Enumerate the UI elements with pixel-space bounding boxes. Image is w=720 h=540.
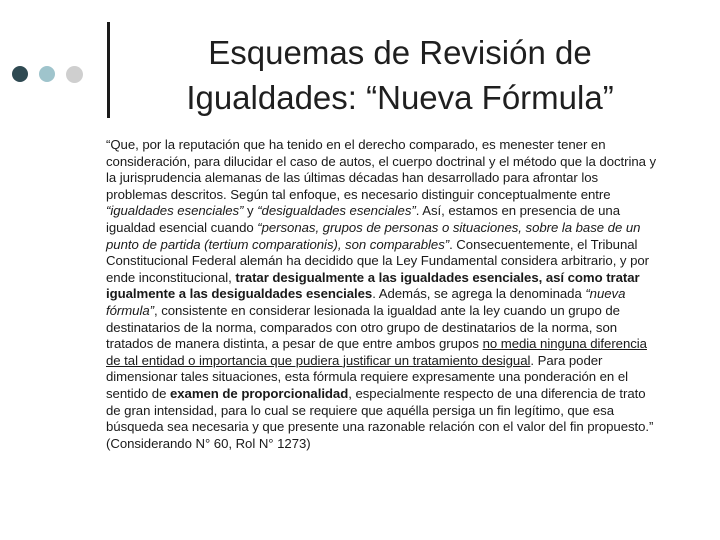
dot-teal-icon — [39, 66, 55, 82]
body-bold: tratar desigualmente a las igualdades esenciales, así como tratar igualmente a las desigualdades esenciales — [106, 269, 640, 302]
body-italic: “desigualdades esenciales” — [257, 203, 416, 219]
body-italic: “igualdades esenciales” — [106, 203, 244, 219]
title-divider-line — [107, 22, 110, 118]
body-text: . Así, estamos en presencia de una igualdad esencial cuando — [106, 203, 620, 235]
body-text: “Que, por la reputación que ha tenido en el derecho comparado, es menester tener en consideración, para dilucidar el caso de autos, el cuerpo doctrinal y el método que la doctrina y la jurisprudencia alemanas de las últimas décadas han desarrollado para afrontar los problemas descritos. Según tal enfoque, es necesario distinguir conceptualmente entre — [106, 137, 657, 202]
title-line-1: Esquemas de Revisión de — [208, 34, 592, 71]
body-text: . Además, se agrega la denominada — [372, 286, 586, 302]
body-text: . Consecuentemente, el Tribunal Constitucional Federal alemán ha decidido que la Ley Fundamental considera arbitrario, y por ende inconstitucional, — [106, 236, 649, 285]
slide-title — [120, 30, 680, 120]
body-text: y — [243, 203, 258, 219]
decorative-dots — [12, 66, 92, 84]
body-text: . Para poder dimensionar tales situaciones, esta fórmula requiere expresamente una ponderación en el sentido de — [106, 352, 628, 401]
dot-gray-icon — [66, 66, 83, 83]
body-bold: examen de proporcionalidad — [169, 385, 349, 401]
body-text: , consistente en considerar lesionada la igualdad ante la ley cuando un grupo de destinatarios de la norma, comparados con otro grupo de destinatarios de la norma, son tratados de manera distinta, a pesar de que entre ambos grupos — [106, 302, 620, 352]
dot-dark-icon — [12, 66, 28, 82]
body-text: , especialmente respecto de una diferencia de trato de gran intensidad, para lo cual se requiere que aquélla persiga un fin legítimo, que esa búsqueda sea necesaria y que presente una razonable relación con el valor del fin propuesto.” (Considerando N° 60, Rol N° 1273) — [106, 385, 654, 451]
title-line-2: Igualdades: “Nueva Fórmula” — [186, 79, 614, 116]
body-underlined: no media ninguna diferencia de tal entidad o importancia que pudiera justificar un tratamiento desigual — [106, 336, 647, 368]
body-quote — [106, 137, 658, 452]
body-italic: “personas, grupos de personas o situaciones, sobre la base de un punto de partida (tertium comparationis), son comparables” — [106, 219, 641, 252]
body-italic: “nueva fórmula” — [106, 286, 626, 318]
